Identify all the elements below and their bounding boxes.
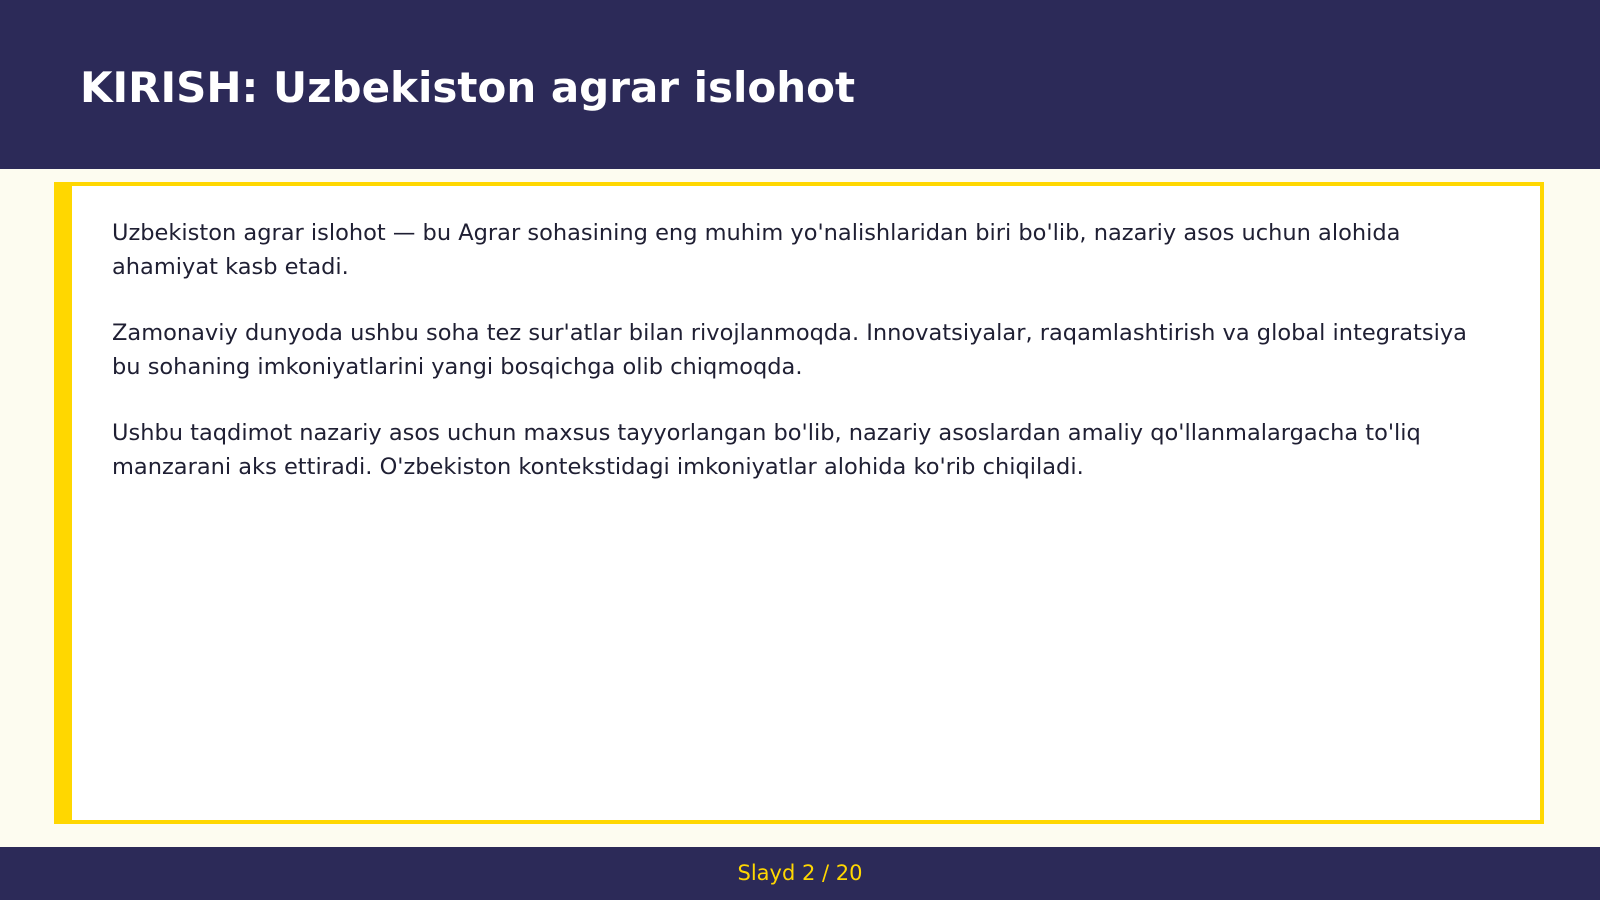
paragraph-presentation-purpose: Ushbu taqdimot nazariy asos uchun maxsus tayyorlangan bo'lib, nazariy asoslardan amaliy qo'llanmalargacha to'liq manzarani aks ettiradi. O'zbekiston kontekstidagi imkoniyatlar alohida ko'rib chiqiladi. bbox=[112, 420, 1421, 480]
paragraph-modern-world: Zamonaviy dunyoda ushbu soha tez sur'atlar bilan rivojlanmoqda. Innovatsiyalar, raqamlashtirish va global integratsiya bu sohaning imkoniyatlarini yangi bosqichga olib chiqmoqda. bbox=[112, 320, 1467, 380]
content-card bbox=[54, 182, 1544, 824]
slide-title: KIRISH: Uzbekiston agrar islohot bbox=[80, 63, 856, 112]
slide-header bbox=[0, 0, 1600, 169]
slide-number: Slayd 2 / 20 bbox=[737, 861, 863, 885]
paragraph-intro: Uzbekiston agrar islohot — bu Agrar sohasining eng muhim yo'nalishlaridan biri bo'lib, nazariy asos uchun alohida ahamiyat kasb etadi. bbox=[112, 220, 1401, 280]
slide-footer bbox=[0, 847, 1600, 900]
